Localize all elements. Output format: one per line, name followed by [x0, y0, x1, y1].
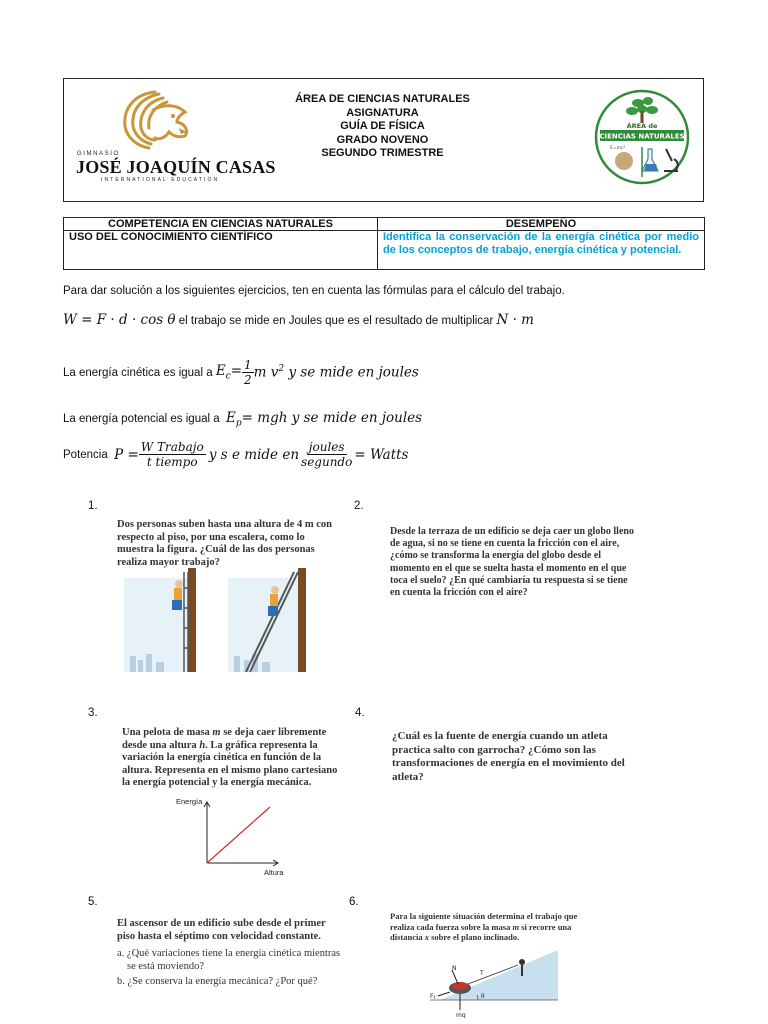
work-units: N · m: [496, 312, 534, 328]
school-name: JOSÉ JOAQUÍN CASAS: [76, 157, 276, 177]
power-formula-line: [63, 440, 408, 469]
badge-title-1: ÁREA de: [626, 122, 658, 130]
problem-3-var-m: m: [212, 727, 221, 738]
problem-5-number: 5.: [88, 896, 98, 908]
friction-arrow: [438, 992, 450, 996]
block-mass: [449, 982, 471, 994]
header-line-grado: GRADO NOVENO: [336, 133, 429, 146]
work-formula: W = F · d · cos θ: [63, 312, 176, 328]
work-formula-line: [63, 312, 534, 328]
problem-5-item-a: a. ¿Qué variaciones tiene la energía cinética mientras se está moviendo?: [117, 948, 341, 972]
power-tail: = Watts: [354, 446, 409, 463]
header-titles: [190, 93, 575, 161]
kinetic-num: 1: [244, 358, 252, 372]
power-mid: y s e mide en: [208, 446, 300, 463]
potential-rhs: = mgh y se mide en joules: [241, 410, 423, 426]
graph-xlabel: Altura: [264, 868, 284, 877]
problem-6-part-2: si recorre una distancia: [390, 921, 572, 942]
problem-6-part-3: sobre el plano inclinado.: [428, 932, 520, 942]
kinetic-text: La energía cinética es igual a: [63, 366, 213, 379]
problem-2-number: 2.: [354, 500, 364, 512]
kinetic-sup: 2: [278, 364, 285, 375]
header-line-area: ÁREA DE CIENCIAS NATURALES: [295, 93, 470, 105]
header-line-trimestre: SEGUNDO TRIMESTRE: [321, 147, 444, 159]
label-normal: N: [452, 965, 457, 972]
problem-3-number: 3.: [88, 707, 98, 719]
power-num: W Trabajo: [140, 440, 204, 454]
problem-3-part-3: . La gráfica representa la variación la energía cinética en función de la altura. Representa en el mismo plano cartesiano la energía potencial y la energía mecánica.: [122, 739, 338, 788]
kinetic-sub: c: [225, 371, 231, 382]
problem-1-ladder-figure: [122, 568, 314, 674]
problem-5-text: El ascensor de un edificio sube desde el primer piso hasta el séptimo con velocidad constante.: [117, 918, 326, 942]
kinetic-tail: y se mide en joules: [288, 364, 419, 381]
label-weight: mg: [456, 1012, 466, 1018]
problem-3-energy-graph: [172, 795, 292, 879]
desempeno-header: DESEMPEÑO: [378, 218, 705, 231]
problem-6-part-1: Para la siguiente situación determina el trabajo que realiza cada fuerza sobre la masa: [390, 911, 578, 932]
label-friction: [430, 993, 435, 1001]
problem-1-number: 1.: [88, 500, 98, 512]
problem-6-var-x: x: [424, 932, 429, 942]
label-friction-main: F: [430, 993, 434, 1000]
kinetic-fraction: [242, 358, 254, 387]
kinetic-den: 2: [244, 373, 252, 387]
problem-6-text: [390, 911, 585, 943]
potential-lhs: E: [226, 410, 236, 426]
kinetic-lhs: E: [215, 363, 226, 380]
kinetic-rhs: m v: [253, 364, 279, 381]
header-line-asignatura: ASIGNATURA: [346, 106, 419, 119]
badge-title-2: CIENCIAS NATURALES: [599, 132, 685, 141]
potential-sub: p: [235, 418, 242, 429]
school-lion-logo: [115, 88, 195, 150]
label-angle: θ: [481, 993, 485, 1000]
normal-arrow: [452, 970, 458, 984]
potential-text: La energía potencial es igual a: [63, 413, 220, 425]
problem-6-number: 6.: [349, 896, 359, 908]
problem-3-var-h: h: [199, 739, 206, 751]
problem-3-text: [122, 727, 344, 790]
power-lhs: P =: [114, 446, 139, 463]
problem-5-item-b: b. ¿Se conserva la energía mecánica? ¿Por qué?: [117, 976, 318, 987]
competencia-value: USO DEL CONOCIMIENTO CIENTÍFICO: [64, 231, 378, 270]
problem-4-text: ¿Cuál es la fuente de energía cuando un atleta practica salto con garrocha? ¿Cómo son las transformaciones de energía en el movimiento del atleta?: [392, 730, 625, 783]
person-figure: [519, 959, 525, 965]
desempeno-value: Identifica la conservación de la energía cinética por medio de los conceptos de trabajo, energía cinética y potencial.: [378, 231, 705, 270]
header-line-guia: GUÍA DE FÍSICA: [340, 120, 425, 132]
label-friction-sub: f: [433, 996, 436, 1001]
school-gimnasio-label: GIMNASIO: [77, 151, 120, 157]
problem-1-text: Dos personas suben hasta una altura de 4 m con respecto al piso, por una escalera, como lo muestra la figura. ¿Cuál de las dos personas realiza mayor trabajo?: [117, 519, 332, 568]
problem-6-var-m: m: [512, 921, 520, 932]
kinetic-energy-line: [207, 807, 270, 863]
problem-4-number: 4.: [355, 707, 365, 719]
intro-text: Para dar solución a los siguientes ejercicios, ten en cuenta las fórmulas para el cálculo del trabajo.: [63, 285, 565, 297]
potential-formula-line: [63, 410, 422, 429]
problem-6-incline-diagram: [430, 948, 560, 1018]
label-tension: T: [480, 970, 484, 977]
problem-3-part-2: se deja caer libremente desde una altura: [122, 727, 327, 751]
power-num2: joules: [308, 440, 345, 454]
power-text: Potencia: [63, 448, 108, 461]
area-ciencias-badge: [594, 89, 690, 185]
work-formula-text: el trabajo se mide en Joules que es el resultado de multiplicar: [178, 315, 494, 327]
power-den: t tiempo: [146, 455, 198, 469]
competencia-header: COMPETENCIA EN CIENCIAS NATURALES: [64, 218, 378, 231]
kinetic-formula-line: La energía cinética es igual a $E_c=$ $\frac{1}{2}$ m $v^2$ y se mide en joules: [63, 358, 419, 387]
power-den2: segundo: [301, 455, 353, 469]
problem-2-text: Desde la terraza de un edificio se deja caer un globo lleno de agua, si no se tiene en cuenta la fricción con el aire, ¿cómo se transforma la energía del globo desde el momento en el que se suelta hasta el momento en el que toca el suelo? ¿En qué cambiaría tu respuesta si se tiene en cuenta la fricción con el aire?: [390, 526, 634, 599]
graph-ylabel: Energía: [176, 797, 203, 806]
problem-3-part-1: Una pelota de masa: [122, 727, 213, 738]
power-fraction-2: [299, 440, 354, 469]
competencia-table: [63, 217, 705, 270]
power-fraction: [139, 440, 206, 469]
school-subtitle: INTERNATIONAL EDUCATION: [101, 177, 220, 183]
badge-formula: E=mc²: [610, 146, 626, 151]
